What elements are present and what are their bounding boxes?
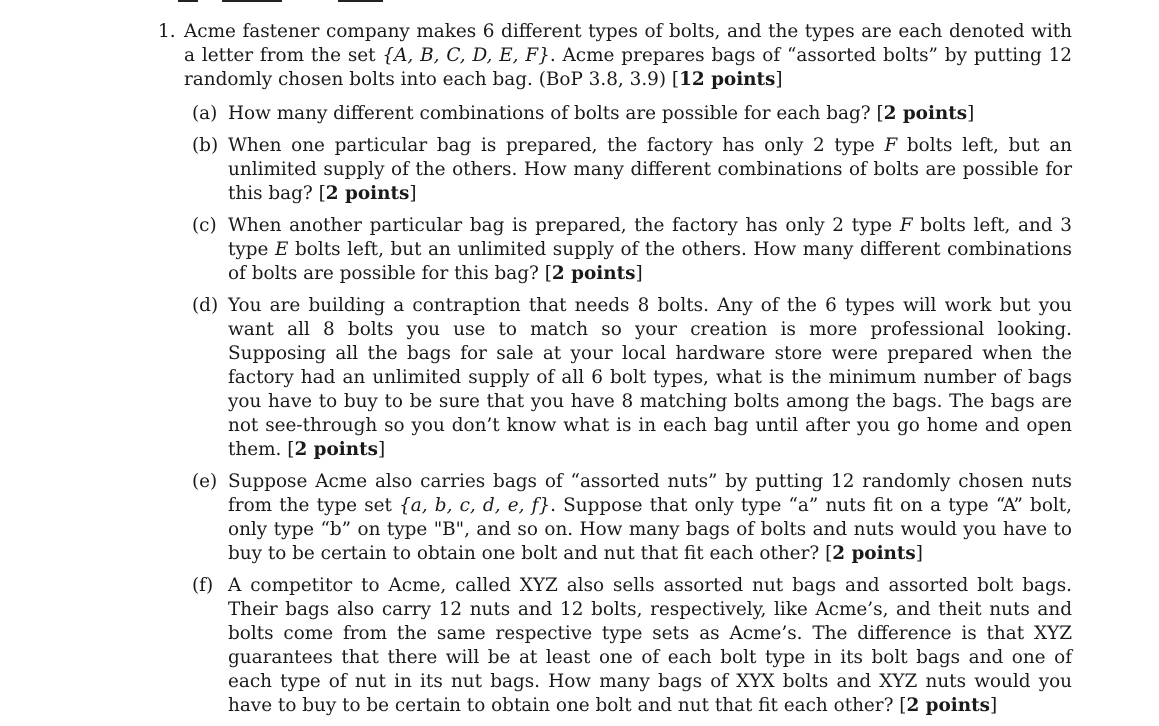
text-segment: ] <box>377 439 386 460</box>
subquestion-b <box>192 134 1072 206</box>
subquestion-list <box>192 102 1072 718</box>
problem-header <box>158 20 1072 92</box>
problem-number: 1. <box>158 21 176 42</box>
problem-1 <box>158 20 1072 726</box>
subquestion-label: (b) <box>192 135 219 156</box>
subquestion-e <box>192 470 1072 566</box>
text-segment: ] <box>967 103 975 124</box>
points-value: 2 points <box>325 183 410 204</box>
text-segment: ] <box>990 695 998 716</box>
points-value: 2 points <box>906 695 991 716</box>
points-value: 2 points <box>832 543 916 564</box>
text-segment: ] <box>635 263 643 284</box>
subquestion-a <box>192 102 1072 126</box>
problem-points: 12 points <box>679 69 776 90</box>
top-cropped-text-fragment <box>178 0 383 3</box>
math-symbol: F <box>899 215 913 236</box>
subquestion-label: (c) <box>192 215 217 236</box>
math-symbol: {a, b, c, d, e, f} <box>399 495 551 516</box>
text-segment: bolts left, but an unlimited supply of the others. How many different combinations of bolts are possible for this bag? [ <box>228 239 1072 284</box>
points-value: 2 points <box>551 263 636 284</box>
math-symbol: E <box>275 239 289 260</box>
subquestion-label: (a) <box>192 103 218 124</box>
problem-statement: Acme fastener company makes 6 different types of bolts, and the types are each denoted with a letter from the set {A, B, C, D, E, F}. Acme prepares bags of “assorted bolts” by putting 12 randomly chosen bolts into each bag. (BoP 3.8, 3.9) [12 points] <box>184 21 1072 90</box>
text-segment: Suppose Acme also carries bags of “assorted nuts” by putting 12 randomly chosen nuts from the type set <box>228 471 1072 516</box>
text-segment: bolts left, and 3 type <box>228 215 1072 260</box>
math-symbol: F <box>884 135 898 156</box>
text-segment: . Suppose that only type “a” nuts fit on a type “A” bolt, only type “b” on type "B", and so on. How many bags of bolts and nuts would you have to buy to be certain to obtain one bolt and nut that fit each other? [ <box>228 495 1073 564</box>
text-segment: When another particular bag is prepared, the factory has only 2 type <box>228 215 900 236</box>
points-value: 2 points <box>294 439 378 460</box>
text-segment: How many different combinations of bolts are possible for each bag? [ <box>228 103 884 124</box>
text-segment: You are building a contraption that needs 8 bolts. Any of the 6 types will work but you want all 8 bolts you use to match so your creation is more professional looking. Supposing all the bags for sale at your local hardware store were prepared when the factory had an unlimited supply of all 6 bolt types, what is the minimum number of bags you have to buy to be sure that you have 8 matching bolts among the bags. The bags are not see-through so you don’t know what is in each bag until after you go home and open them. [ <box>228 295 1072 460</box>
subquestion-text <box>228 214 1072 286</box>
text-segment: When one particular bag is prepared, the factory has only 2 type <box>228 135 885 156</box>
subquestion-text <box>228 574 1072 718</box>
points-value: 2 points <box>883 103 968 124</box>
text-segment: ] <box>409 183 417 204</box>
subquestion-text <box>228 470 1072 566</box>
subquestion-label: (f) <box>192 575 214 596</box>
subquestion-f <box>192 574 1072 718</box>
subquestion-text <box>228 294 1072 462</box>
subquestion-d <box>192 294 1072 462</box>
text-segment: bolts left, but an unlimited supply of the others. How many different combinations of bolts are possible for this bag? [ <box>228 135 1073 204</box>
bolt-type-set: {A, B, C, D, E, F} <box>382 45 550 66</box>
subquestion-text <box>228 134 1072 206</box>
subquestion-label: (d) <box>192 295 219 316</box>
subquestion-text <box>228 102 1072 126</box>
subquestion-label: (e) <box>192 471 218 492</box>
text-segment: ] <box>915 543 923 564</box>
subquestion-c <box>192 214 1072 286</box>
text-segment: A competitor to Acme, called XYZ also sells assorted nut bags and assorted bolt bags. Their bags also carry 12 nuts and 12 bolts, respectively, like Acme’s, and theit nuts and bolts come from the same respective type sets as Acme’s. The difference is that XYZ guarantees that there will be at least one of each bolt type in its bolt bags and one of each type of nut in its nut bags. How many bags of XYX bolts and XYZ nuts would you have to buy to be certain to obtain one bolt and nut that fit each other? [ <box>228 575 1072 716</box>
